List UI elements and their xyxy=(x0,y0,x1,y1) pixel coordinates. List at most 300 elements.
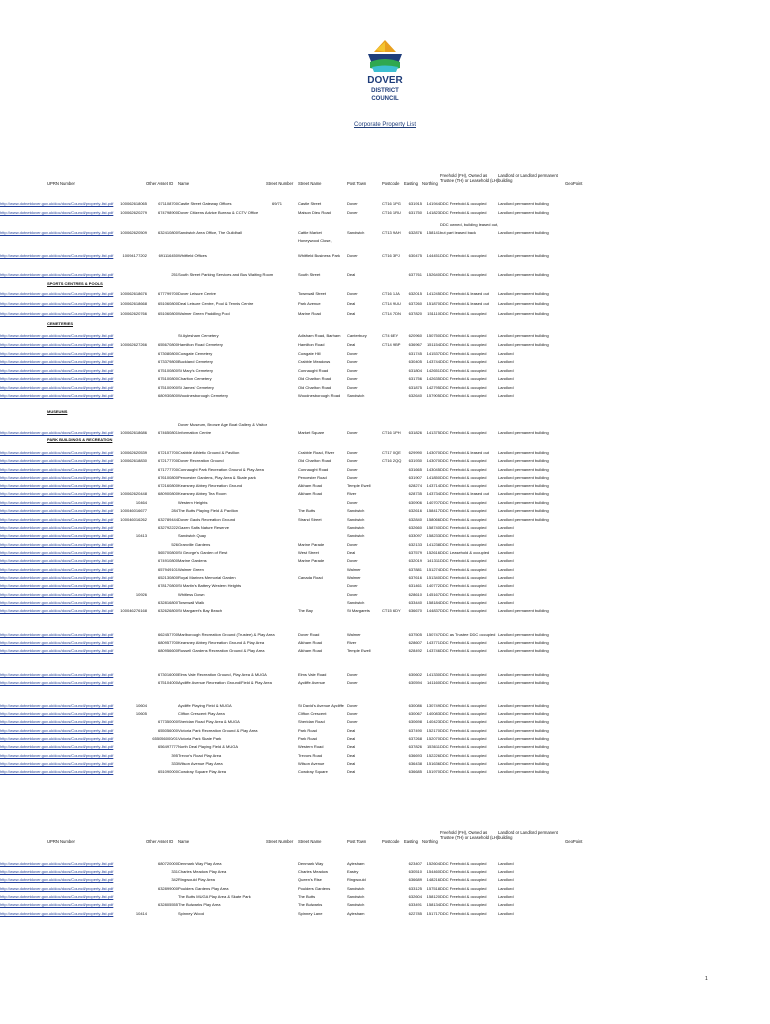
geopoint-link[interactable]: http://www.dotnetdover.gov.uk/doc/docs/Council/property-list.pdf xyxy=(0,583,114,588)
asset-id-cell: 674910800 xyxy=(157,558,178,563)
asset-id-cell: 651060800 xyxy=(157,301,178,306)
geopoint-link[interactable]: http://www.dotnetdover.gov.uk/doc/docs/Council/property-list.pdf xyxy=(0,680,114,685)
post-town-cell: Walmer xyxy=(347,567,361,572)
street-name-cell: Park Avenue xyxy=(298,301,321,306)
tenure-cell: DDC Freehold & occupied xyxy=(440,475,487,480)
landlord-cell: Landlord permanent building xyxy=(498,672,549,677)
street-name-cell: Marine Parade xyxy=(298,558,325,563)
post-town-cell: Ringwould xyxy=(347,877,366,882)
asset-id-cell: 632805555 xyxy=(157,902,178,907)
geopoint-link[interactable]: http://www.dotnetdover.gov.uk/doc/docs/Council/property-list.pdf xyxy=(0,703,114,708)
geopoint-link[interactable]: http://www.dotnetdover.gov.uk/doc/docs/Council/property-list.pdf xyxy=(0,736,114,741)
landlord-cell: Landlord xyxy=(498,567,514,572)
header-landlord: Landlord or Landlord permanent building xyxy=(498,173,558,183)
geopoint-link[interactable]: http://www.dotnetdover.gov.uk/doc/docs/Council/property-list.pdf xyxy=(0,230,114,235)
geopoint-link[interactable]: http://www.dotnetdover.gov.uk/doc/docs/Council/property-list.pdf xyxy=(0,608,114,613)
post-town-cell: Deal xyxy=(347,301,356,306)
uprn-cell: 100062618830 xyxy=(120,458,147,463)
table-row xyxy=(0,743,770,750)
geopoint-link[interactable]: http://www.dotnetdover.gov.uk/doc/docs/Council/property-list.pdf xyxy=(0,517,114,522)
property-name-cell: Aycliffe Playing Field & MUGA xyxy=(178,703,232,708)
street-name-cell: Park Road xyxy=(298,728,317,733)
easting-cell: 631756 xyxy=(408,376,422,381)
asset-id-cell: 342 xyxy=(171,877,178,882)
post-town-cell: Deal xyxy=(347,311,356,316)
uprn-cell: 100062620539 xyxy=(120,450,147,455)
table-row xyxy=(0,310,770,317)
tenure-cell: DDC Freehold & occupied xyxy=(440,467,487,472)
uprn-cell: 10464 xyxy=(135,500,147,505)
tenure-cell: DDC Freehold & occupied xyxy=(440,911,487,916)
easting-cell: 630067 xyxy=(408,711,422,716)
uprn-cell: 10094177202 xyxy=(122,253,147,258)
post-town-cell: Sandwich xyxy=(347,508,365,513)
table-row xyxy=(0,727,770,734)
page-title: Corporate Property List xyxy=(353,122,417,128)
geopoint-link[interactable]: http://www.dotnetdover.gov.uk/doc/docs/Council/property-list.pdf xyxy=(0,342,114,347)
northing-cell: 151274 xyxy=(426,567,440,572)
table-row xyxy=(0,671,770,678)
property-name-cell: Deal Leisure Centre, Pool & Tennis Centre xyxy=(178,301,254,306)
landlord-cell: Landlord permanent building xyxy=(498,703,549,708)
geopoint-link[interactable]: http://www.dotnetdover.gov.uk/doc/docs/Council/property-list.pdf xyxy=(0,359,114,364)
header-tenure: Freehold (FH), Owned as Trustee (TH) or Leasehold (LH) xyxy=(440,830,499,840)
post-town-cell: St Margarets xyxy=(347,608,370,613)
street-name-cell: Charles Meadow xyxy=(298,869,329,874)
geopoint-link[interactable]: http://www.dotnetdover.gov.uk/doc/docs/Council/property-list.pdf xyxy=(0,533,114,538)
geopoint-link[interactable]: http://www.dotnetdover.gov.uk/doc/docs/Council/property-list.pdf xyxy=(0,592,114,597)
geopoint-link[interactable]: http://www.dotnetdover.gov.uk/doc/docs/Council/property-list.pdf xyxy=(0,351,114,356)
northing-cell: 141311 xyxy=(426,558,440,563)
geopoint-link[interactable]: http://www.dotnetdover.gov.uk/doc/docs/Council/property-list.pdf xyxy=(0,894,114,899)
tenure-cell: DDC Freehold & occupied xyxy=(440,583,487,588)
landlord-cell: Landlord xyxy=(498,877,514,882)
geopoint-link[interactable]: http://www.dotnetdover.gov.uk/doc/docs/Council/property-list.pdf xyxy=(0,711,114,716)
post-town-cell: Dover xyxy=(347,467,358,472)
tenure-cell: DDC Freehold & occupied xyxy=(440,508,487,513)
table-row xyxy=(0,457,770,464)
street-name-cell: Market Square xyxy=(298,430,325,435)
geopoint-link[interactable]: http://www.dotnetdover.gov.uk/doc/docs/Council/property-list.pdf xyxy=(0,467,114,472)
landlord-cell: Landlord xyxy=(498,525,514,530)
header-northing: Northing xyxy=(422,839,438,844)
northing-cell: 143746 xyxy=(426,648,440,653)
geopoint-link[interactable]: http://www.dotnetdover.gov.uk/doc/docs/Council/property-list.pdf xyxy=(0,483,114,488)
table-row xyxy=(0,607,770,614)
geopoint-link[interactable]: http://www.dotnetdover.gov.uk/doc/docs/Council/property-list.pdf xyxy=(0,728,114,733)
header-street-name: Street Name xyxy=(298,181,322,186)
asset-id-cell: 680900800 xyxy=(157,491,178,496)
northing-cell: 141330 xyxy=(426,672,440,677)
easting-cell: 637820 xyxy=(408,311,422,316)
post-town-cell: Dover xyxy=(347,592,358,597)
street-name-cell: Townwall Street xyxy=(298,291,327,296)
street-name-cell: Strand Street xyxy=(298,517,322,522)
asset-id-cell: 632816800 xyxy=(157,600,178,605)
post-town-cell: Deal xyxy=(347,272,356,277)
street-name-cell: The Bulwarks xyxy=(298,902,323,907)
tenure-cell: DDC Freehold & occupied xyxy=(440,711,487,716)
tenure-cell: DDC Freehold & leased out xyxy=(440,491,489,496)
northing-cell: 151154 xyxy=(426,342,440,347)
geopoint-link[interactable]: http://www.dotnetdover.gov.uk/doc/docs/Council/property-list.pdf xyxy=(0,458,114,463)
tenure-cell: DDC Freehold & occupied xyxy=(440,744,487,749)
property-name-cell: South Street Parking Services and Bus Waiting Room xyxy=(178,272,274,277)
street-name-cell: Woodnesborough Road xyxy=(298,393,341,398)
geopoint-link[interactable]: http://www.dotnetdover.gov.uk/doc/docs/Council/property-list.pdf xyxy=(0,500,114,505)
table-row xyxy=(0,384,770,391)
landlord-cell: Landlord xyxy=(498,385,514,390)
northing-cell: 157905 xyxy=(426,393,440,398)
landlord-cell: Landlord permanent building xyxy=(498,272,549,277)
northing-cell: 152070 xyxy=(426,736,440,741)
geopoint-link[interactable]: http://www.dotnetdover.gov.uk/doc/docs/Council/property-list.pdf xyxy=(0,450,114,455)
northing-cell: 152170 xyxy=(426,728,440,733)
geopoint-link[interactable]: http://www.dotnetdover.gov.uk/doc/docs/Council/property-list.pdf xyxy=(0,291,114,296)
northing-cell: 153611 xyxy=(426,744,440,749)
asset-id-cell: 677350000 xyxy=(157,719,178,724)
easting-cell: 636967 xyxy=(408,342,422,347)
geopoint-link[interactable]: http://www.dotnetdover.gov.uk/doc/docs/Council/property-list.pdf xyxy=(0,253,114,258)
geopoint-link[interactable]: http://www.dotnetdover.gov.uk/doc/docs/Council/property-list.pdf xyxy=(0,272,114,277)
street-name-cell: Whitfield Business Park xyxy=(298,253,341,258)
geopoint-link[interactable]: http://www.dotnetdover.gov.uk/doc/docs/Council/property-list.pdf xyxy=(0,508,114,513)
asset-id-cell: 680720000 xyxy=(157,861,178,866)
table-row xyxy=(0,702,770,709)
landlord-cell: Landlord permanent building xyxy=(498,210,549,215)
header-northing: Northing xyxy=(422,181,438,186)
northing-cell: 158184 xyxy=(426,600,440,605)
northing-cell: 140423 xyxy=(426,719,440,724)
street-name-cell: West Street xyxy=(298,550,319,555)
street-name-cell: Marine Parade xyxy=(298,542,325,547)
tenure-cell: DDC Freehold & occupied xyxy=(440,902,487,907)
northing-cell: 158066 xyxy=(426,517,440,522)
geopoint-link[interactable]: http://www.dotnetdover.gov.uk/doc/docs/Council/property-list.pdf xyxy=(0,753,114,758)
geopoint-link[interactable]: http://www.dotnetdover.gov.uk/doc/docs/Council/property-list.pdf xyxy=(0,525,114,530)
post-town-cell: Dover xyxy=(347,672,358,677)
tenure-cell: DDC Freehold & occupied xyxy=(440,351,487,356)
geopoint-link[interactable]: http://www.dotnetdover.gov.uk/doc/docs/Council/property-list.pdf xyxy=(0,542,114,547)
post-town-cell: Sandwich xyxy=(347,393,365,398)
landlord-cell: Landlord permanent building xyxy=(498,508,549,513)
northing-cell: 143070 xyxy=(426,450,440,455)
landlord-cell: Landlord xyxy=(498,600,514,605)
easting-cell: 636438 xyxy=(408,761,422,766)
asset-id-cell: 657949101 xyxy=(157,567,178,572)
table-row xyxy=(0,466,770,473)
landlord-cell: Landlord permanent building xyxy=(498,769,549,774)
post-town-cell: Deal xyxy=(347,736,356,741)
easting-cell: 633097 xyxy=(408,533,422,538)
postcode-cell: CT13 9AH xyxy=(382,230,401,235)
property-name-cell: Elms Vale Recreation Ground, Play Area & MUGA xyxy=(178,672,267,677)
street-name-cell: Crabble Meadows xyxy=(298,359,331,364)
landlord-cell: Landlord permanent building xyxy=(498,608,549,613)
geopoint-link[interactable]: http://www.dotnetdover.gov.uk/doc/docs/Council/property-list.pdf xyxy=(0,869,114,874)
easting-cell: 630510 xyxy=(408,869,422,874)
asset-id-cell: 676100800 xyxy=(157,475,178,480)
property-name-cell: St Mary's Cemetery xyxy=(178,368,213,373)
geopoint-link[interactable]: http://www.dotnetdover.gov.uk/doc/docs/Council/property-list.pdf xyxy=(0,491,114,496)
uprn-cell: 100046016677 xyxy=(120,508,147,513)
asset-id-cell: 678170800 xyxy=(157,583,178,588)
geopoint-link[interactable]: http://www.dotnetdover.gov.uk/doc/docs/Council/property-list.pdf xyxy=(0,769,114,774)
property-name-cell: Ringwould Play Area xyxy=(178,877,215,882)
landlord-cell: Landlord permanent building xyxy=(498,728,549,733)
easting-cell: 631804 xyxy=(408,368,422,373)
table-row xyxy=(0,541,770,548)
street-name-cell: Sheridan Road xyxy=(298,719,325,724)
post-town-cell: Sandwich xyxy=(347,886,365,891)
northing-cell: 151340 xyxy=(426,575,440,580)
table-row xyxy=(0,639,770,646)
northing-cell: 157518 xyxy=(426,886,440,891)
northing-cell: 150750 xyxy=(426,333,440,338)
table-row xyxy=(0,341,770,348)
logo-line-1: DOVER xyxy=(367,75,403,86)
table-row xyxy=(0,421,770,428)
street-name-cell: Adisham Road, Barham xyxy=(298,333,341,338)
post-town-cell: Aylesham xyxy=(347,861,365,866)
geopoint-link[interactable]: http://www.dotnetdover.gov.uk/doc/docs/Council/property-list.pdf xyxy=(0,632,114,637)
street-name-cell: Connaught Road xyxy=(298,368,329,373)
northing-cell: 151970 xyxy=(426,769,440,774)
geopoint-link[interactable]: http://www.dotnetdover.gov.uk/doc/docs/Council/property-list.pdf xyxy=(0,376,114,381)
street-name-cell: Old Charlton Road xyxy=(298,458,332,463)
header-street-number: Street Number xyxy=(266,839,294,844)
northing-cell: 141238 xyxy=(426,542,440,547)
asset-id-cell: 673080800 xyxy=(157,351,178,356)
landlord-cell: Landlord permanent building xyxy=(498,632,549,637)
table-row xyxy=(0,532,770,539)
table-row xyxy=(0,200,770,207)
northing-cell: 141823 xyxy=(426,210,440,215)
landlord-cell: Landlord permanent building xyxy=(498,301,549,306)
property-name-cell: Cowgate Cemetery xyxy=(178,351,213,356)
geopoint-link[interactable]: http://www.dotnetdover.gov.uk/doc/docs/Council/property-list.pdf xyxy=(0,558,114,563)
post-town-cell: Sandwich xyxy=(347,517,365,522)
tenure-cell: DDC Freehold & occupied xyxy=(440,600,487,605)
property-name-cell: Pencester Gardens, Play Area & Skate park xyxy=(178,475,256,480)
geopoint-link[interactable]: http://www.dotnetdover.gov.uk/doc/docs/Council/property-list.pdf xyxy=(0,393,114,398)
property-name-cell: Dover Citizens Advice Bureau & CCTV Office xyxy=(178,210,259,215)
property-name-cell: Buckland Cemetery xyxy=(178,359,213,364)
geopoint-link[interactable]: http://www.dotnetdover.gov.uk/doc/docs/Council/property-list.pdf xyxy=(0,201,114,206)
geopoint-link[interactable]: http://www.dotnetdover.gov.uk/doc/docs/Council/property-list.pdf xyxy=(0,640,114,645)
geopoint-link[interactable]: http://www.dotnetdover.gov.uk/doc/docs/Council/property-list.pdf xyxy=(0,886,114,891)
table-row xyxy=(0,229,770,236)
post-town-cell: Temple Ewell xyxy=(347,483,371,488)
landlord-cell: Landlord xyxy=(498,533,514,538)
uprn-cell: 10414 xyxy=(135,911,147,916)
geopoint-link[interactable]: http://www.dotnetdover.gov.uk/doc/docs/Council/property-list.pdf xyxy=(0,567,114,572)
geopoint-link[interactable]: http://www.dotnetdover.gov.uk/doc/docs/Council/property-list.pdf xyxy=(0,648,114,653)
uprn-cell: 100062618676 xyxy=(120,291,147,296)
table-row xyxy=(0,860,770,867)
easting-cell: 632616 xyxy=(408,508,422,513)
geopoint-link[interactable]: http://www.dotnetdover.gov.uk/doc/docs/Council/property-list.pdf xyxy=(0,902,114,907)
easting-cell: 636689 xyxy=(408,877,422,882)
tenure-cell: DDC Leasehold & occupied xyxy=(440,550,490,555)
landlord-cell: Landlord permanent building xyxy=(498,517,549,522)
table-row xyxy=(0,647,770,654)
geopoint-link[interactable]: http://www.dotnetdover.gov.uk/doc/docs/Council/property-list.pdf xyxy=(0,761,114,766)
geopoint-link[interactable]: http://www.dotnetdover.gov.uk/doc/docs/Council/property-list.pdf xyxy=(0,475,114,480)
tenure-cell: DDC Freehold & occupied xyxy=(440,430,487,435)
property-name-cell: Western Heights xyxy=(178,500,208,505)
landlord-cell: Landlord permanent building xyxy=(498,500,549,505)
post-town-cell: Dover xyxy=(347,430,358,435)
post-town-cell: Dover xyxy=(347,351,358,356)
tenure-cell: DDC Freehold & occupied xyxy=(440,311,487,316)
asset-id-cell: 680957700 xyxy=(157,640,178,645)
section-heading: SPORTS CENTRES & POOLS xyxy=(47,281,103,286)
street-number-cell: 69/71 xyxy=(271,201,282,206)
tenure-cell: DDC Freehold & occupied xyxy=(440,719,487,724)
asset-id-cell: 673016000 xyxy=(157,672,178,677)
post-town-cell: Dover xyxy=(347,450,358,455)
landlord-cell: Landlord xyxy=(498,902,514,907)
post-town-cell: Dover xyxy=(347,376,358,381)
geopoint-link[interactable]: http://www.dotnetdover.gov.uk/doc/docs/Council/property-list.pdf xyxy=(0,911,114,916)
property-name-cell: Gazen Salts Nature Reserve xyxy=(178,525,229,530)
page-number: 1 xyxy=(705,976,708,982)
northing-cell: 158120 xyxy=(426,894,440,899)
landlord-cell: Landlord permanent building xyxy=(498,291,549,296)
landlord-cell: Landlord permanent building xyxy=(498,311,549,316)
asset-id-cell: 632899000 xyxy=(157,886,178,891)
property-name-cell: Kearsney Abbey Recreation Ground & Play Area xyxy=(178,640,265,645)
landlord-cell: Landlord permanent building xyxy=(498,333,549,338)
table-row xyxy=(0,885,770,892)
table-row xyxy=(0,768,770,775)
post-town-cell: Dover xyxy=(347,291,358,296)
property-name-cell: North Deal Playing Field & MUGA xyxy=(178,744,239,749)
street-name-cell: Maison Dieu Road xyxy=(298,210,331,215)
geopoint-link[interactable]: http://www.dotnetdover.gov.uk/doc/docs/Council/property-list.pdf xyxy=(0,311,114,316)
uprn-cell: 10604 xyxy=(135,703,147,708)
geopoint-link[interactable]: http://www.dotnetdover.gov.uk/doc/docs/Council/property-list.pdf xyxy=(0,600,114,605)
property-name-cell: Whitfield Offices xyxy=(178,253,207,258)
asset-id-cell: 680956600 xyxy=(157,648,178,653)
post-town-cell: Sandwich xyxy=(347,533,365,538)
tenure-cell: DDC Freehold & occupied xyxy=(440,648,487,653)
street-name-cell: Castle Street xyxy=(298,201,322,206)
table-row xyxy=(0,876,770,883)
property-name-cell: Townwall Walk xyxy=(178,600,205,605)
northing-cell: 158134 xyxy=(426,902,440,907)
street-name-cell: The Bay xyxy=(298,608,313,613)
northing-cell: 141944 xyxy=(426,201,440,206)
header-uprn: UPRN Number xyxy=(47,839,75,844)
northing-cell: 151110 xyxy=(427,311,440,316)
easting-cell: 637826 xyxy=(408,744,422,749)
post-town-cell: Dover xyxy=(347,385,358,390)
post-town-cell: River xyxy=(347,640,357,645)
post-town-cell: Deal xyxy=(347,769,356,774)
street-name-cell: Alkham Road xyxy=(298,640,323,645)
postcode-cell: CT17 0QE xyxy=(382,450,401,455)
table-row xyxy=(0,910,770,917)
geopoint-link[interactable]: http://www.dotnetdover.gov.uk/doc/docs/Council/property-list.pdf xyxy=(0,575,114,580)
property-name-cell: St George's Garden of Rest xyxy=(178,550,228,555)
street-name-cell: Alkham Road xyxy=(298,491,323,496)
tenure-cell: DDC Freehold & occupied xyxy=(440,253,487,258)
geopoint-link[interactable]: http://www.dotnetdover.gov.uk/doc/docs/Council/property-list.pdf xyxy=(0,719,114,724)
northing-cell: 142635 xyxy=(426,376,440,381)
landlord-cell: Landlord permanent building xyxy=(498,719,549,724)
header-landlord: Landlord or Landlord permanent building xyxy=(498,830,558,840)
asset-id-cell: 284 xyxy=(171,508,178,513)
easting-cell: 630906 xyxy=(408,500,422,505)
header-easting: Easting xyxy=(404,839,418,844)
geopoint-link[interactable]: http://www.dotnetdover.gov.uk/doc/docs/Council/property-list.pdf xyxy=(0,744,114,749)
northing-cell: 145167 xyxy=(426,592,440,597)
tenure-cell: DDC Freehold & occupied xyxy=(440,753,487,758)
northing-cell: 130749 xyxy=(426,703,440,708)
asset-id-cell: 655056000 xyxy=(157,728,178,733)
post-town-cell: Temple Ewell xyxy=(347,648,371,653)
tenure-cell: DDC owned, building leased out, xyxy=(440,222,499,227)
geopoint-link[interactable]: http://www.dotnetdover.gov.uk/doc/docs/Council/property-list.pdf xyxy=(0,210,114,215)
post-town-cell: Dover xyxy=(347,583,358,588)
tenure-cell: DDC Freehold & occupied xyxy=(440,483,487,488)
geopoint-link[interactable]: http://www.dotnetdover.gov.uk/doc/docs/Council/property-list.pdf xyxy=(0,368,114,373)
asset-id-cell: 632789444 xyxy=(157,517,178,522)
table-row xyxy=(0,350,770,357)
tenure-cell: DDC Freehold & occupied xyxy=(440,210,487,215)
easting-cell: 628492 xyxy=(408,648,422,653)
property-name-cell: Dover Museum, Bronze Age Boat Gallery & Visitor xyxy=(178,422,268,427)
table-row xyxy=(0,507,770,514)
header-post-town: Post Town xyxy=(347,181,367,186)
northing-cell: 141245 xyxy=(426,291,440,296)
property-name-cell: The Butts MUGA Play Area & Skate Park xyxy=(178,894,251,899)
geopoint-link[interactable]: http://www.dotnetdover.gov.uk/doc/docs/Council/property-list.pdf xyxy=(0,301,114,306)
landlord-cell: Landlord permanent building xyxy=(498,201,549,206)
geopoint-link[interactable]: http://www.dotnetdover.gov.uk/doc/docs/Council/property-list.pdf xyxy=(0,672,114,677)
street-name-cell: Queen's Rise xyxy=(298,877,322,882)
table-row xyxy=(0,752,770,759)
postcode-cell: CT16 1PG xyxy=(382,201,401,206)
northing-cell: 141850 xyxy=(426,475,440,480)
post-town-cell: Deal xyxy=(347,342,356,347)
post-town-cell: Deal xyxy=(347,753,356,758)
geopoint-link[interactable]: http://www.dotnetdover.gov.uk/doc/docs/Council/property-list.pdf xyxy=(0,385,114,390)
post-town-cell: Dover xyxy=(347,711,358,716)
geopoint-link[interactable]: http://www.dotnetdover.gov.uk/doc/docs/Council/property-list.pdf xyxy=(0,550,114,555)
geopoint-link[interactable]: http://www.dotnetdover.gov.uk/doc/docs/Council/property-list.pdf xyxy=(0,861,114,866)
property-name-cell: Charles Meadow Play Area xyxy=(178,869,227,874)
easting-cell: 622785 xyxy=(408,911,422,916)
asset-id-cell: 655056000/01 xyxy=(152,736,178,741)
street-name-cell: Alkham Road xyxy=(298,483,323,488)
asset-id-cell: 526 xyxy=(171,542,178,547)
street-name-cell: South Street xyxy=(298,272,321,277)
table-row xyxy=(0,429,770,436)
geopoint-link[interactable]: http://www.dotnetdover.gov.uk/doc/docs/Council/property-list.pdf xyxy=(0,877,114,882)
header-street-number: Street Number xyxy=(266,181,294,186)
asset-id-cell: 331 xyxy=(171,869,178,874)
council-logo xyxy=(348,38,422,118)
street-name-cell: Pencester Road xyxy=(298,475,327,480)
property-name-cell: Sandwich Area Office, The Guildhall xyxy=(178,230,242,235)
geopoint-link[interactable]: http://www.dotnetdover.gov.uk/doc/docs/Council/property-list.pdf xyxy=(0,430,114,435)
geopoint-link[interactable]: http://www.dotnetdover.gov.uk/doc/docs/Council/property-list.pdf xyxy=(0,333,114,338)
table-row xyxy=(0,631,770,638)
property-name-cell: Sandwich Quay xyxy=(178,533,207,538)
